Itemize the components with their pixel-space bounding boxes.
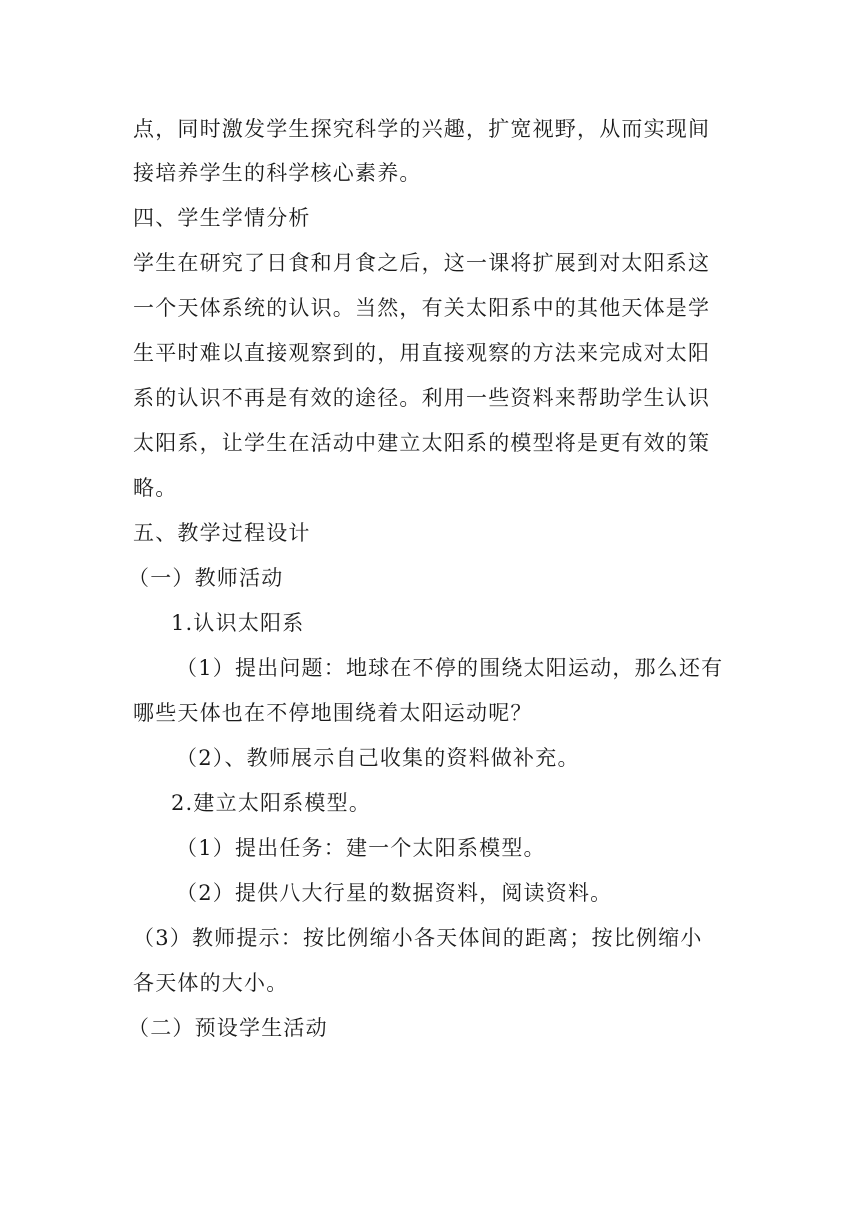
section-4-line-5: 太阳系，让学生在活动中建立太阳系的模型将是更有效的策 bbox=[133, 431, 711, 455]
student-activity-heading: （二）预设学生活动 bbox=[128, 1016, 328, 1040]
item-1-title: 1.认识太阳系 bbox=[171, 611, 305, 635]
section-4-line-4: 系的认识不再是有效的途径。利用一些资料来帮助学生认识 bbox=[133, 386, 711, 410]
intro-line-2: 接培养学生的科学核心素养。 bbox=[133, 161, 422, 185]
item-2-sub-3-line-1: （3）教师提示：按比例缩小各天体间的距离；按比例缩小 bbox=[133, 926, 703, 950]
section-4-heading: 四、学生学情分析 bbox=[133, 206, 311, 230]
section-5-heading: 五、教学过程设计 bbox=[133, 521, 311, 545]
section-4-line-1: 学生在研究了日食和月食之后，这一课将扩展到对太阳系这 bbox=[133, 251, 711, 275]
section-4-line-3: 生平时难以直接观察到的，用直接观察的方法来完成对太阳 bbox=[133, 341, 711, 365]
item-1-sub-1-line-2: 哪些天体也在不停地围绕着太阳运动呢？ bbox=[133, 701, 533, 725]
section-4-line-6: 略。 bbox=[133, 476, 178, 500]
item-2-sub-3-line-2: 各天体的大小。 bbox=[133, 971, 289, 995]
item-1-sub-1-line-1: （1）提出问题：地球在不停的围绕太阳运动，那么还有 bbox=[176, 656, 724, 680]
section-4-line-2: 一个天体系统的认识。当然，有关太阳系中的其他天体是学 bbox=[133, 296, 711, 320]
item-2-sub-1: （1）提出任务：建一个太阳系模型。 bbox=[176, 836, 546, 860]
item-1-sub-2: （2）、教师展示自己收集的资料做补充。 bbox=[176, 746, 580, 770]
intro-line-1: 点，同时激发学生探究科学的兴趣，扩宽视野，从而实现间 bbox=[133, 117, 711, 141]
item-2-title: 2.建立太阳系模型。 bbox=[171, 791, 372, 815]
teacher-activity-heading: （一）教师活动 bbox=[128, 566, 284, 590]
item-2-sub-2: （2）提供八大行星的数据资料，阅读资料。 bbox=[176, 881, 613, 905]
